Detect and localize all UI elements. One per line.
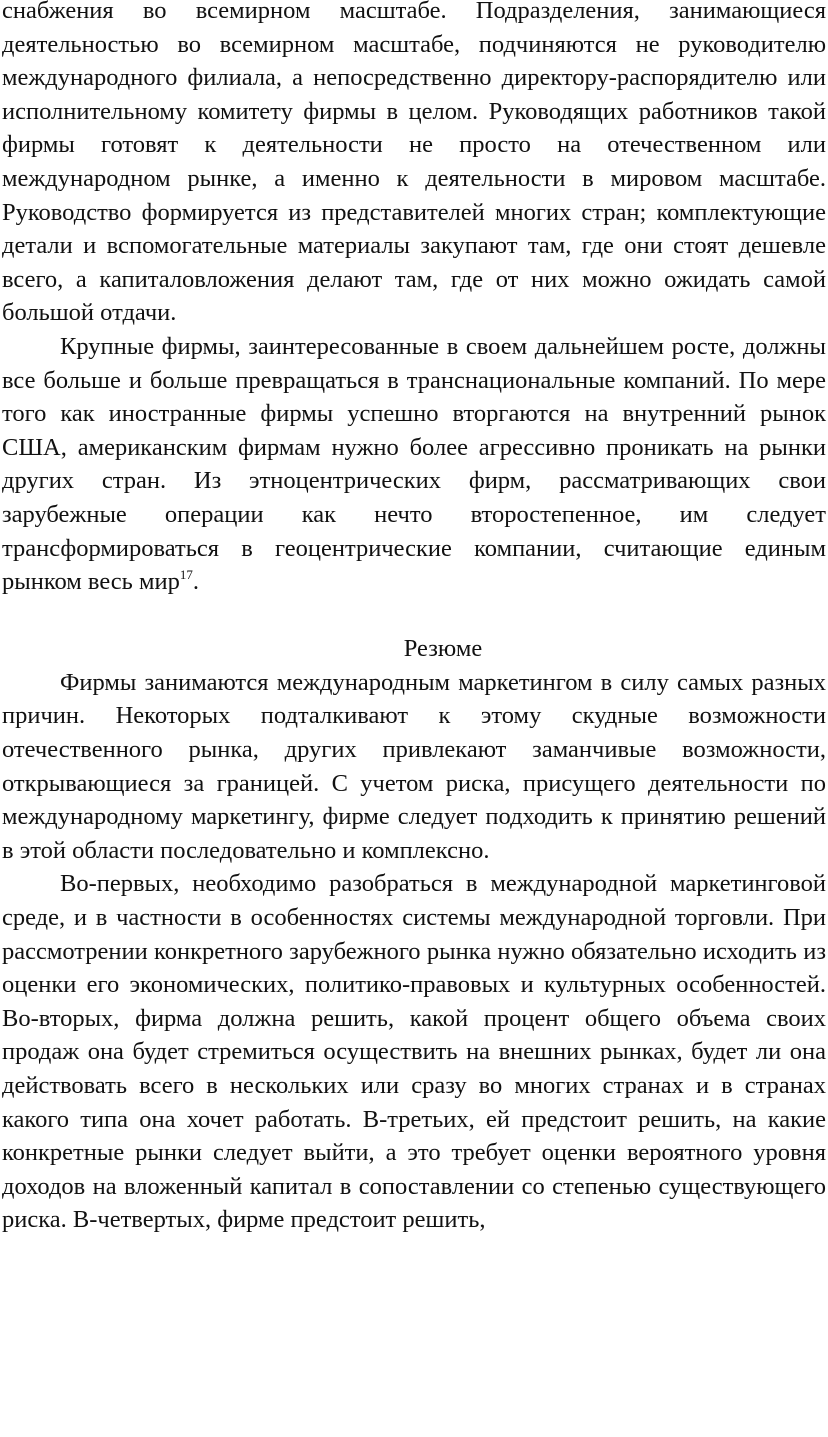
paragraph-large-firms-text: Крупные фирмы, заинтересованные в своем дальнейшем росте, должны все больше и больше превращаться в транснациональные компаний. По мере того как иностранные фирмы успешно вторгаются на внутренний рынок США, американским фирмам нужно более агрессивно проникать на рынки других стран. Из этноцентрических фирм, рассматривающих свои зарубежные операции как нечто второстепенное, им следует трансформироваться в геоцентрические компании, считающие единым рынком весь мир bbox=[2, 332, 826, 596]
paragraph-large-firms bbox=[2, 330, 826, 599]
summary-paragraph-1: Фирмы занимаются международным маркетингом в силу самых разных причин. Некоторых подталкивают к этому скудные возможности отечественного рынка, других привлекают заманчивые возможности, открывающиеся за границей. С учетом риска, присущего деятельности по международному маркетингу, фирме следует подходить к принятию решений в этой области последовательно и комплексно. bbox=[2, 668, 826, 864]
summary-paragraph-2: Во-первых, необходимо разобраться в международной маркетинговой среде, и в частности в особенностях системы международной торговли. При рассмотрении конкретного зарубежного рынка нужно обязательно исходить из оценки его экономических, политико-правовых и культурных особенностей. Во-вторых, фирма должна решить, какой процент общего объема своих продаж она будет стремиться осуществить на внешних рынках, будет ли она действовать всего в нескольких или сразу во многих странах и в странах какого типа она хочет работать. В-третьих, ей предстоит решить, на какие конкретные рынки следует выйти, а это требует оценки вероятного уровня доходов на вложенный капитал в сопоставлении со степенью существующего риска. В-четвертых, фирме предстоит решить, bbox=[2, 870, 826, 1234]
paragraph-continuation: снабжения во всемирном масштабе. Подразделения, занимающиеся деятельностью во всемирном масштабе, подчиняются не руководителю международного филиала, а непосредственно директору-распорядителю или исполнительному комитету фирмы в целом. Руководящих работников такой фирмы готовят к деятельности не просто на отечественном или международном рынке, а именно к деятельности в мировом масштабе. Руководство формируется из представителей многих стран; комплектующие детали и вспомогательные материалы закупают там, где они стоят дешевле всего, а капиталовложения делают там, где от них можно ожидать самой большой отдачи. bbox=[2, 0, 826, 327]
section-heading: Резюме bbox=[403, 635, 483, 663]
paragraph-large-firms-end: . bbox=[192, 568, 199, 596]
document-page bbox=[2, 0, 826, 1237]
footnote-reference[interactable]: 17 bbox=[179, 567, 193, 583]
